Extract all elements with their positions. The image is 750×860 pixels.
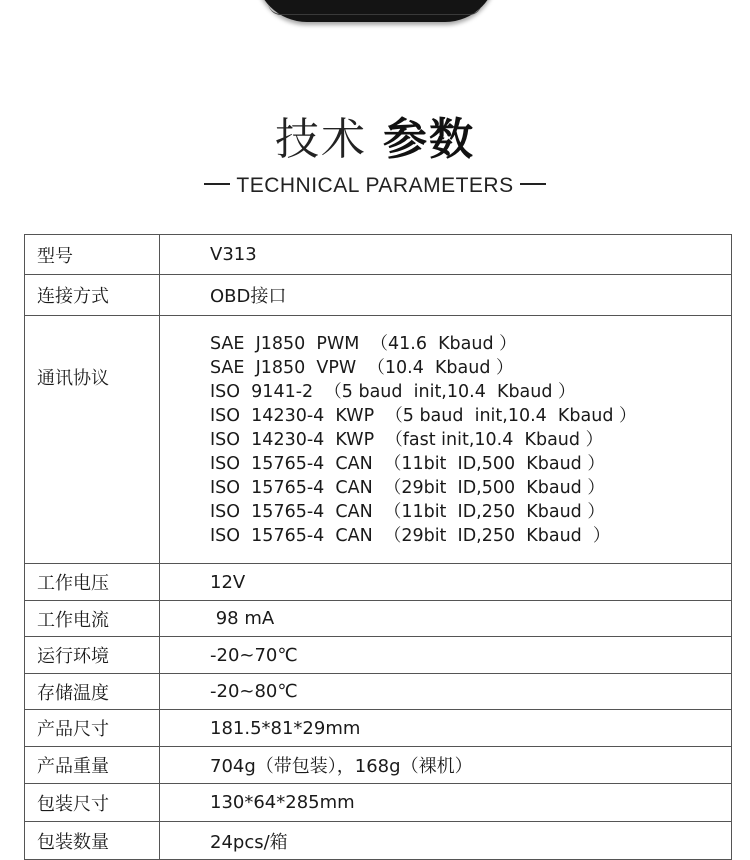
spec-label: 存储温度 — [25, 674, 160, 710]
spec-value: 98 mA — [160, 601, 732, 637]
protocol-item: ISO 14230-4 KWP （5 baud init,10.4 Kbaud ） — [210, 405, 637, 426]
spec-label: 产品尺寸 — [25, 710, 160, 747]
protocol-item: SAE J1850 PWM （41.6 Kbaud ） — [210, 333, 517, 354]
spec-value: 130*64*285mm — [160, 784, 732, 822]
spec-value: 704g（带包装），168g（裸机） — [160, 747, 732, 784]
product-image-highlight — [268, 2, 482, 15]
table-row — [25, 674, 732, 710]
table-row — [25, 601, 732, 637]
protocol-item: ISO 15765-4 CAN （29bit ID,250 Kbaud ） — [210, 525, 611, 546]
protocol-item: ISO 15765-4 CAN （11bit ID,250 Kbaud ） — [210, 501, 605, 522]
table-row — [25, 637, 732, 674]
section-subtitle — [0, 172, 750, 200]
spec-value: OBD接口 — [160, 275, 732, 316]
section-title — [0, 110, 750, 170]
spec-label: 包装数量 — [25, 822, 160, 860]
spec-label: 工作电压 — [25, 564, 160, 601]
dash-right — [520, 183, 546, 185]
protocol-item: ISO 15765-4 CAN （29bit ID,500 Kbaud ） — [210, 477, 605, 498]
spec-label: 连接方式 — [25, 275, 160, 316]
table-row — [25, 564, 732, 601]
spec-value: V313 — [160, 235, 732, 275]
dash-left — [204, 183, 230, 185]
spec-label-text: 通讯协议 — [37, 368, 109, 389]
section-subtitle-text: TECHNICAL PARAMETERS — [236, 174, 514, 197]
section-title-light: 技术 — [275, 114, 367, 165]
section-title-bold: 参数 — [383, 114, 475, 165]
table-row — [25, 316, 732, 564]
table-row — [25, 822, 732, 860]
spec-value: -20~80℃ — [160, 674, 732, 710]
protocol-item: ISO 14230-4 KWP （fast init,10.4 Kbaud ） — [210, 429, 604, 450]
spec-label — [25, 316, 160, 564]
protocol-item: SAE J1850 VPW （10.4 Kbaud ） — [210, 357, 514, 378]
spec-value: 24pcs/箱 — [160, 822, 732, 860]
spec-label: 产品重量 — [25, 747, 160, 784]
spec-label: 包装尺寸 — [25, 784, 160, 822]
spec-label: 型号 — [25, 235, 160, 275]
protocol-item: ISO 9141-2 （5 baud init,10.4 Kbaud ） — [210, 381, 576, 402]
table-row — [25, 784, 732, 822]
spec-value-protocols — [160, 316, 732, 564]
table-row — [25, 275, 732, 316]
spec-label: 工作电流 — [25, 601, 160, 637]
protocol-item: ISO 15765-4 CAN （11bit ID,500 Kbaud ） — [210, 453, 605, 474]
spec-value: 12V — [160, 564, 732, 601]
spec-value: -20~70℃ — [160, 637, 732, 674]
table-row — [25, 235, 732, 275]
table-row — [25, 710, 732, 747]
table-row — [25, 747, 732, 784]
spec-label: 运行环境 — [25, 637, 160, 674]
spec-table — [24, 234, 732, 860]
spec-value: 181.5*81*29mm — [160, 710, 732, 747]
